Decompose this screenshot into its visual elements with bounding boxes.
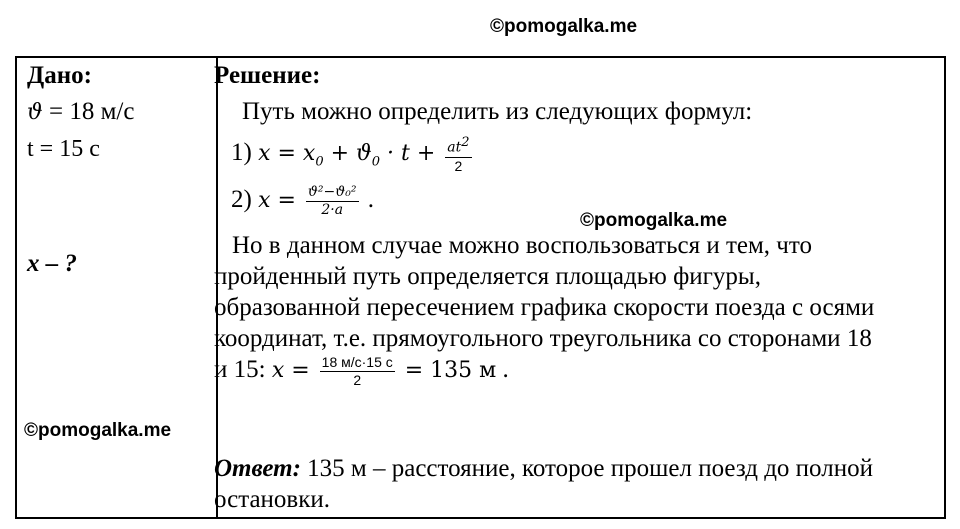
watermark-left: ©pomogalka.me (24, 420, 172, 441)
given-velocity (27, 98, 134, 126)
paragraph-line-3: образованной пересечением графика скорости поезда с осями (214, 294, 875, 321)
watermark-top: ©pomogalka.me (490, 16, 638, 37)
formula-2-lhs: x = (258, 188, 303, 214)
paragraph-line-1: Но в данном случае можно воспользоваться и тем, что (232, 232, 812, 259)
given-heading: Дано: (27, 62, 92, 89)
answer-text: 135 м – расстояние, которое прошел поезд до полной (300, 455, 873, 482)
answer-line-1 (214, 455, 873, 483)
formula-1 (231, 134, 475, 175)
paragraph-line-4: координат, т.е. прямоугольного треугольника со сторонами 18 (214, 325, 872, 352)
formula-2 (231, 184, 374, 219)
calc-result: = 135 м (397, 358, 497, 384)
formula-1-expression: $x = x_0 + ϑ_0 \cdot t$ + (258, 141, 443, 170)
formula-2-end: . (361, 186, 374, 214)
given-unknown: x – ? (27, 250, 77, 277)
solution-heading: Решение: (214, 62, 321, 89)
watermark-middle: ©pomogalka.me (580, 210, 728, 231)
formula-1-fraction: $\frac{at^2}{2}$ (447, 135, 470, 174)
calc-fraction: $\frac{18 м/с\cdot 15 с}{2}$ (321, 354, 393, 388)
calculation-line (214, 354, 509, 389)
answer-label: Ответ: (214, 455, 301, 482)
given-time: t = 15 с (27, 136, 100, 162)
formula-2-number: 2) (231, 186, 252, 214)
solution-intro: Путь можно определить из следующих формул: (242, 98, 753, 125)
calc-lhs: x = (271, 358, 317, 384)
calc-prefix: и 15: (214, 356, 272, 384)
velocity-symbol: ϑ (27, 100, 43, 125)
formula-2-fraction: $\frac{\text{ϑ²−ϑ₀²}}{2\cdot a}$ (307, 184, 357, 218)
formula-1-number: 1) (231, 139, 252, 167)
calc-end: . (496, 356, 509, 384)
velocity-value: = 18 м/с (42, 98, 135, 125)
solution-table (15, 56, 946, 519)
answer-line-2: остановки. (214, 486, 331, 513)
paragraph-line-2: пройденный путь определяется площадью фигуры, (214, 263, 761, 290)
